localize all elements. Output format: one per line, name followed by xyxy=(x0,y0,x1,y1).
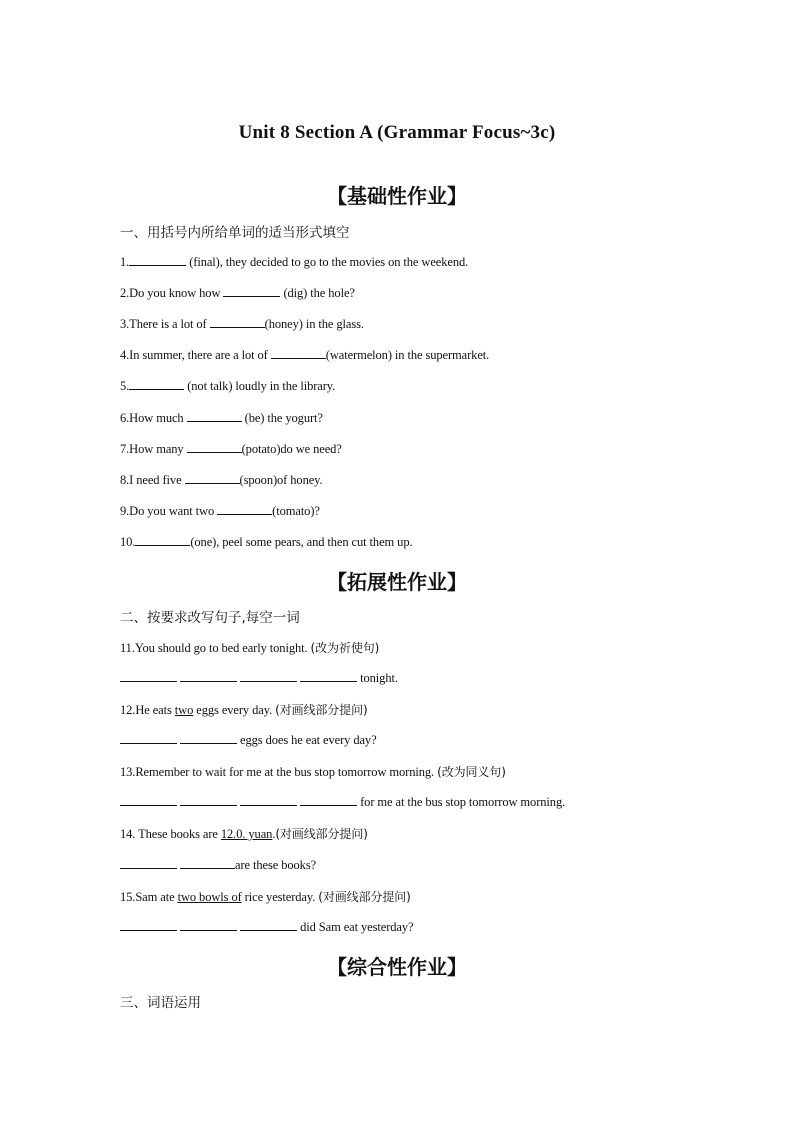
question-4 xyxy=(120,347,489,363)
q3-text-end: (honey) in the glass. xyxy=(264,317,364,331)
part-two-heading: 二、按要求改写句子,每空一词 xyxy=(120,610,300,626)
answer-13 xyxy=(120,794,565,810)
answer-blank[interactable] xyxy=(185,472,240,484)
q1-text: (final), they decided to go to the movies on the weekend. xyxy=(186,255,469,269)
question-7 xyxy=(120,441,342,457)
q3-text: 3.There is a lot of xyxy=(120,317,210,331)
q2-text: 2.Do you know how xyxy=(120,286,224,300)
q9-text: 9.Do you want two xyxy=(120,504,218,518)
q10-text: (one), peel some pears, and then cut them up. xyxy=(190,535,413,549)
question-2 xyxy=(120,285,355,301)
answer-blank[interactable] xyxy=(120,732,177,744)
q5-text: (not talk) loudly in the library. xyxy=(184,379,336,393)
answer-blank[interactable] xyxy=(120,919,177,931)
q15-underlined: two bowls of xyxy=(177,890,242,904)
q10-number: 10. xyxy=(120,535,136,549)
answer-blank[interactable] xyxy=(187,441,242,453)
answer-blank[interactable] xyxy=(217,503,272,515)
question-8 xyxy=(120,472,323,488)
q13-instruction: (改为同义句) xyxy=(437,765,506,779)
q2-text-end: (dig) the hole? xyxy=(280,286,355,300)
answer-blank[interactable] xyxy=(271,347,326,359)
q8-text-end: (spoon)of honey. xyxy=(239,473,323,487)
section-extend-heading: 【拓展性作业】 xyxy=(327,570,467,594)
question-10 xyxy=(120,534,413,550)
section-comprehensive-heading: 【综合性作业】 xyxy=(327,955,467,979)
question-9 xyxy=(120,503,320,519)
question-13 xyxy=(120,763,506,780)
question-11 xyxy=(120,639,379,656)
q8-text: 8.I need five xyxy=(120,473,185,487)
answer-blank[interactable] xyxy=(180,732,237,744)
answer-blank[interactable] xyxy=(120,670,177,682)
question-5 xyxy=(120,378,335,394)
q7-text: 7.How many xyxy=(120,442,187,456)
q12-instruction: (对画线部分提问) xyxy=(275,703,368,717)
q5-number: 5. xyxy=(120,379,130,393)
a14-tail: are these books? xyxy=(235,858,317,872)
a15-tail: did Sam eat yesterday? xyxy=(297,920,414,934)
q4-text: 4.In summer, there are a lot of xyxy=(120,348,271,362)
q14-underlined: 12.0. yuan xyxy=(220,827,273,841)
a13-tail: for me at the bus stop tomorrow morning. xyxy=(357,795,566,809)
question-1 xyxy=(120,254,468,270)
q6-text: 6.How much xyxy=(120,411,187,425)
q4-text-end: (watermelon) in the supermarket. xyxy=(325,348,490,362)
answer-blank[interactable] xyxy=(129,378,184,390)
q12-text-end: eggs every day. xyxy=(193,703,276,717)
answer-blank[interactable] xyxy=(129,254,186,266)
q14-instruction: (对画线部分提问) xyxy=(275,827,368,841)
a11-tail: tonight. xyxy=(357,671,398,685)
question-14 xyxy=(120,825,368,842)
q15-text-end: rice yesterday. xyxy=(241,890,319,904)
q12-text: 12.He eats xyxy=(120,703,175,717)
question-12 xyxy=(120,701,368,718)
q13-text: 13.Remember to wait for me at the bus stop tomorrow morning. xyxy=(120,765,438,779)
answer-11 xyxy=(120,670,398,686)
q12-underlined: two xyxy=(174,703,194,717)
answer-14 xyxy=(120,857,316,873)
q11-text: 11.You should go to bed early tonight. xyxy=(120,641,311,655)
answer-blank[interactable] xyxy=(120,794,177,806)
answer-blank[interactable] xyxy=(300,670,357,682)
q14-text-end: . xyxy=(272,827,276,841)
answer-blank[interactable] xyxy=(180,919,237,931)
question-6 xyxy=(120,410,323,426)
q6-text-end: (be) the yogurt? xyxy=(241,411,323,425)
q1-number: 1. xyxy=(120,255,130,269)
part-three-heading: 三、词语运用 xyxy=(120,995,201,1011)
answer-blank[interactable] xyxy=(223,285,280,297)
q7-text-end: (potato)do we need? xyxy=(241,442,342,456)
answer-blank[interactable] xyxy=(180,670,237,682)
answer-blank[interactable] xyxy=(180,857,235,869)
answer-blank[interactable] xyxy=(187,410,242,422)
answer-12 xyxy=(120,732,377,748)
part-one-heading: 一、用括号内所给单词的适当形式填空 xyxy=(120,225,350,241)
answer-blank[interactable] xyxy=(240,794,297,806)
q15-instruction: (对画线部分提问) xyxy=(318,890,411,904)
answer-15 xyxy=(120,919,413,935)
answer-blank[interactable] xyxy=(120,857,177,869)
a12-tail: eggs does he eat every day? xyxy=(237,733,377,747)
answer-blank[interactable] xyxy=(240,670,297,682)
q15-text: 15.Sam ate xyxy=(120,890,178,904)
answer-blank[interactable] xyxy=(240,919,297,931)
answer-blank[interactable] xyxy=(135,534,190,546)
section-basic-heading: 【基础性作业】 xyxy=(327,184,467,208)
q14-text: 14. These books are xyxy=(120,827,221,841)
answer-blank[interactable] xyxy=(180,794,237,806)
question-15 xyxy=(120,888,411,905)
q9-text-end: (tomato)? xyxy=(272,504,320,518)
q11-instruction: (改为祈使句) xyxy=(310,641,380,655)
answer-blank[interactable] xyxy=(210,316,265,328)
question-3 xyxy=(120,316,364,332)
page-title: Unit 8 Section A (Grammar Focus~3c) xyxy=(238,122,556,143)
answer-blank[interactable] xyxy=(300,794,357,806)
